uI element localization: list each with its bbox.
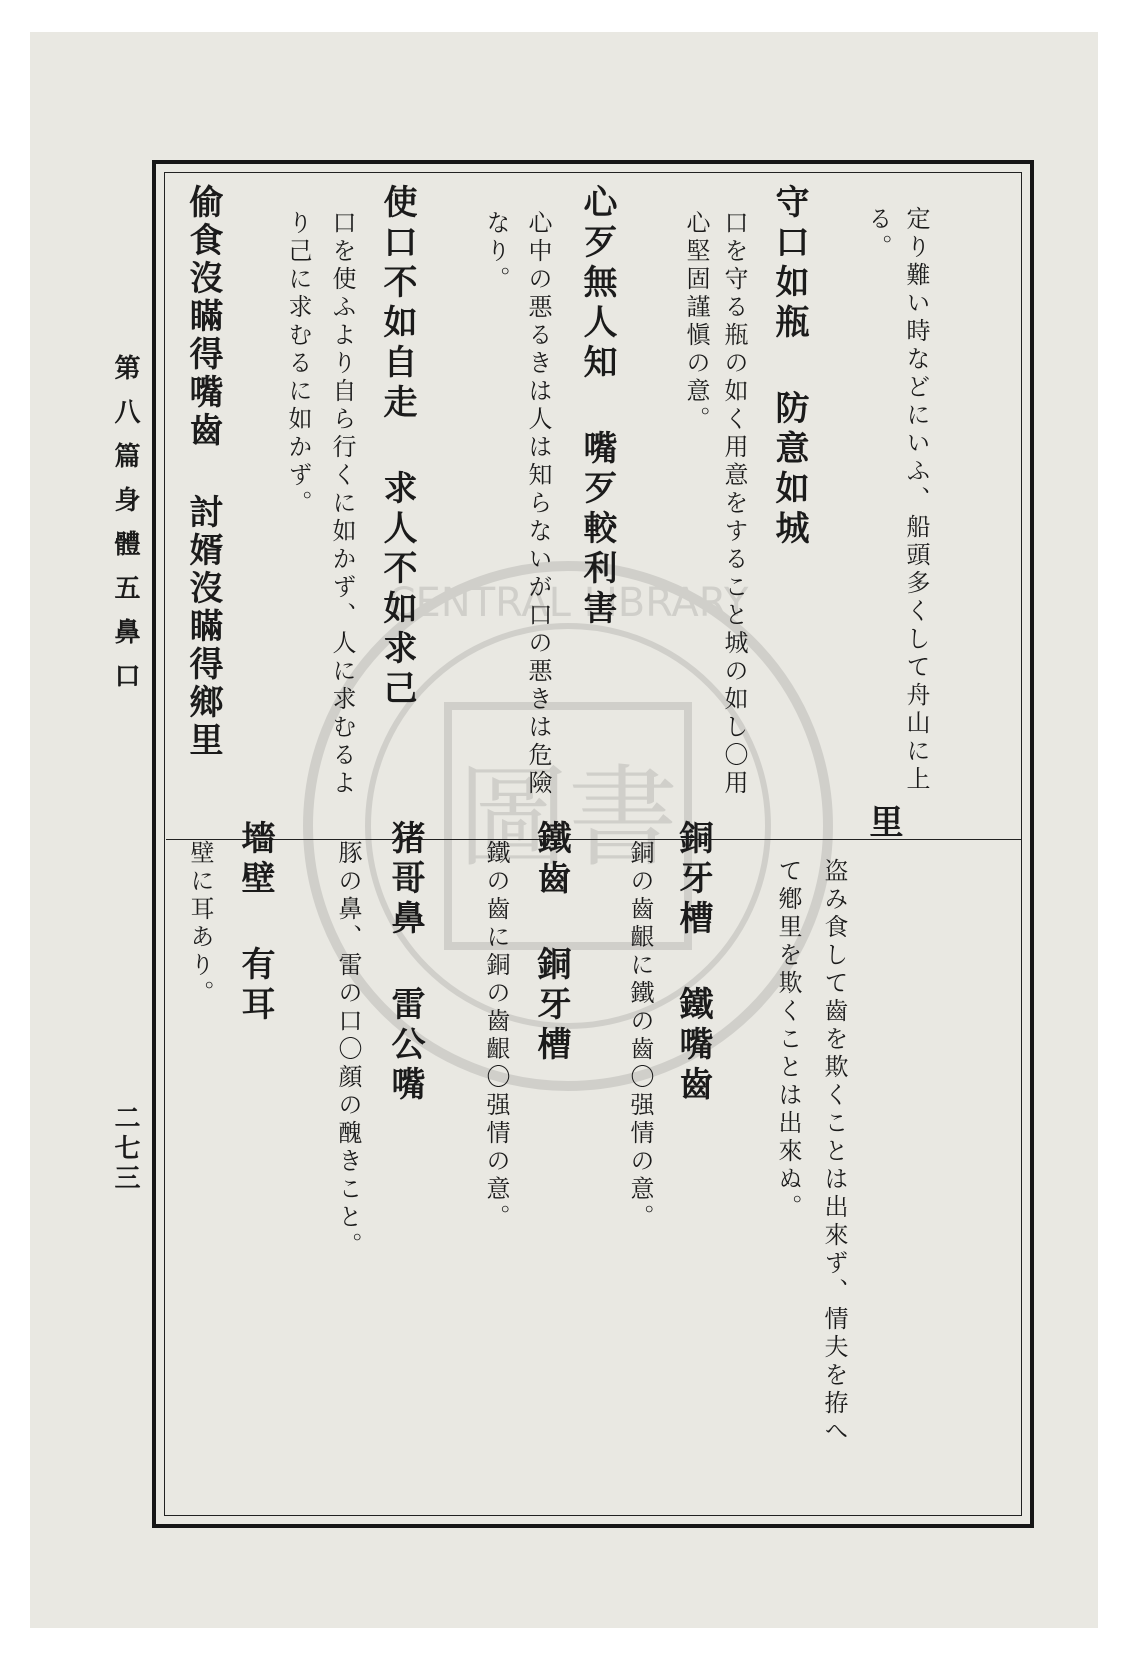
proverb-heading: 使口不如自走 求人不如求己 [377,184,417,710]
proverb-heading: 偷食沒瞞得嘴齒 討婿沒瞞得鄉里 [183,184,223,760]
note-line: 心中の悪るきは人は知らないが口の悪きは危險 [524,210,552,798]
proverb-heading: 鐵齒 銅牙槽 [531,820,571,1066]
note-line: 鐵の齒に銅の齒齦〇强情の意。 [482,840,510,1232]
proverb-heading: 銅牙槽 鐵嘴齒 [673,820,713,1106]
note-line: て鄕里を欺くことは出來ぬ。 [774,858,802,1222]
note-line: 豚の鼻、雷の口〇顔の醜きこと。 [334,840,362,1260]
note-line: 口を守る瓶の如く用意をすること城の如し〇用 [720,210,748,798]
note-line: 口を使ふより自ら行くに如かず、人に求むるよ [328,210,356,798]
proverb-heading: 墻壁 有耳 [235,820,275,1026]
page-number: 二七三 [110,1104,140,1194]
note-line: 心堅固謹愼の意。 [682,210,710,434]
note-line: る。 [864,206,892,262]
proverb-heading: 心歹無人知 嘴歹較利害 [577,184,617,630]
running-header: 第八篇身體五鼻口 [110,354,140,706]
note-line: 銅の齒齦に鐵の齒〇强情の意。 [626,840,654,1232]
note-line: 壁に耳あり。 [186,840,214,1008]
proverb-heading: 猪哥鼻 雷公嘴 [385,820,425,1106]
note-line: り己に求むるに如かず。 [284,210,312,518]
note-line: 盗み食して齒を欺くことは出來ず、情夫を拵へ [820,858,848,1446]
proverb-heading: 守口如瓶 防意如城 [769,184,809,550]
proverb-continuation: 里 [863,804,903,844]
svg-text:CENTRAL LIBRARY: CENTRAL LIBRARY [387,580,749,626]
note-line: なり。 [482,210,510,294]
note-line: 定り難い時などにいふ、船頭多くして舟山に上 [902,206,930,794]
svg-text:圖書: 圖書 [458,754,678,882]
